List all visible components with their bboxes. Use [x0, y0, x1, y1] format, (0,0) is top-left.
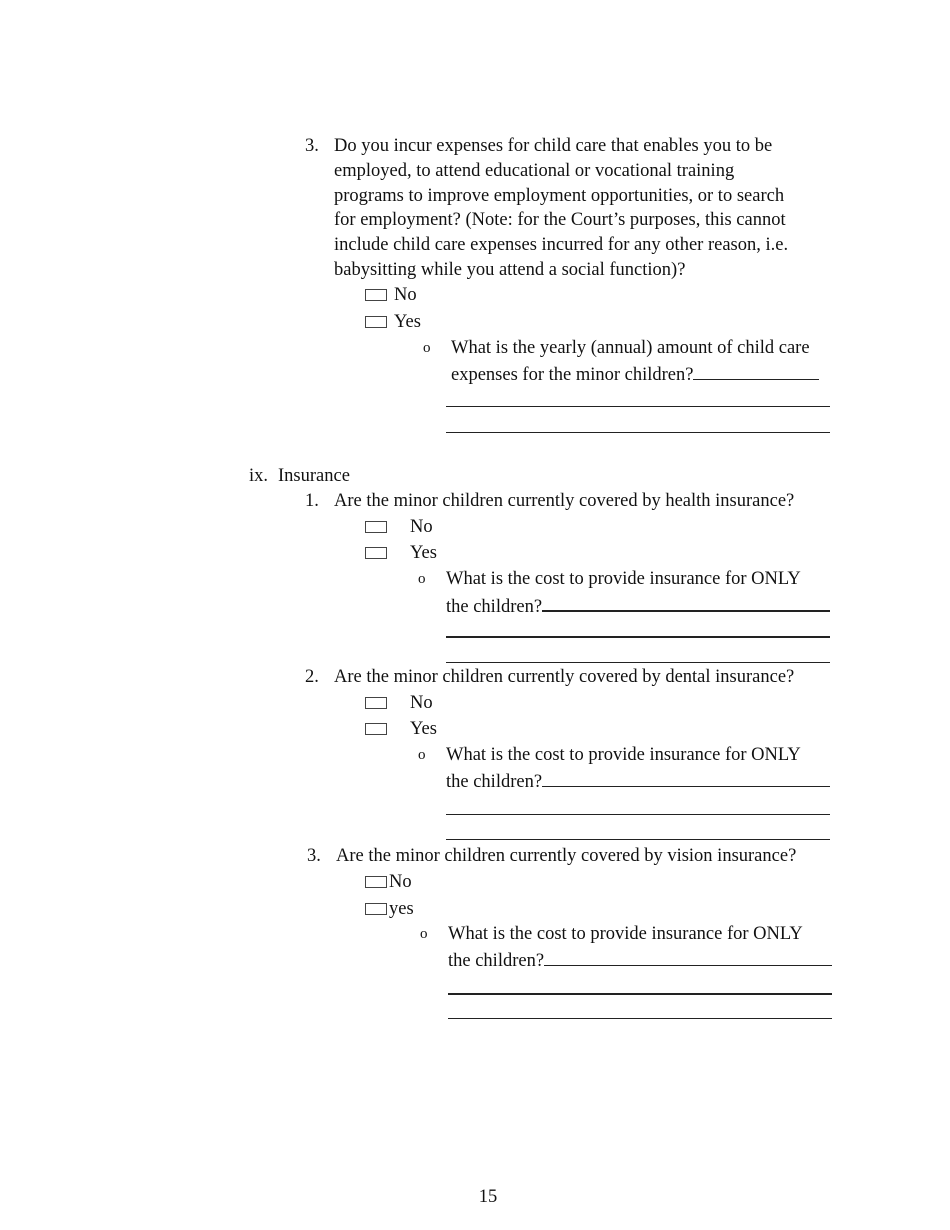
dental-answer-line[interactable] — [446, 839, 830, 840]
childcare-amount-input[interactable] — [693, 361, 819, 380]
health-yes-checkbox[interactable] — [365, 547, 387, 559]
dental-cost-input[interactable] — [542, 768, 830, 787]
health-cost-input[interactable] — [542, 592, 830, 612]
childcare-answer-line[interactable] — [446, 432, 830, 433]
childcare-question-line: employed, to attend educational or vocational training — [334, 160, 735, 181]
health-cost-prompt — [446, 567, 830, 620]
childcare-question-line: Do you incur expenses for child care that enables you to be — [334, 136, 773, 156]
dental-cost-prompt — [446, 743, 830, 795]
dental-cost-line — [446, 768, 830, 795]
vision-no-checkbox[interactable] — [365, 876, 387, 888]
dental-cost-label: the children? — [446, 771, 543, 792]
health-no-label: No — [410, 516, 433, 537]
health-answer-line[interactable] — [446, 636, 830, 638]
childcare-amount-label: expenses for the minor children? — [451, 364, 694, 385]
childcare-no-option[interactable] — [365, 284, 417, 306]
vision-answer-line[interactable] — [448, 993, 832, 995]
childcare-question-text — [334, 134, 854, 283]
health-question-number: 1. — [305, 491, 319, 511]
vision-yes-label: yes — [389, 898, 414, 919]
dental-question-text: Are the minor children currently covered by dental insurance? — [334, 667, 795, 687]
childcare-no-checkbox[interactable] — [365, 289, 387, 301]
health-cost-line — [446, 592, 830, 620]
childcare-answer-line[interactable] — [446, 406, 830, 407]
dental-answer-line[interactable] — [446, 814, 830, 815]
vision-yes-checkbox[interactable] — [365, 903, 387, 915]
childcare-question-line: babysitting while you attend a social function)? — [334, 259, 686, 280]
bullet-icon: o — [418, 571, 426, 587]
dental-no-label: No — [410, 692, 433, 713]
dental-yes-label: Yes — [410, 718, 437, 739]
health-question-text: Are the minor children currently covered by health insurance? — [334, 491, 795, 511]
vision-cost-line — [448, 947, 832, 974]
childcare-question-number: 3. — [305, 136, 319, 156]
section-number: ix. — [249, 466, 269, 486]
childcare-yes-label: Yes — [394, 311, 421, 332]
childcare-amount-prompt — [451, 336, 819, 388]
dental-cost-line: What is the cost to provide insurance for ONLY — [446, 745, 801, 765]
dental-yes-option[interactable] — [365, 718, 437, 740]
health-yes-option[interactable] — [365, 542, 437, 564]
vision-cost-input[interactable] — [544, 947, 832, 966]
vision-no-option[interactable] — [365, 871, 412, 893]
dental-yes-checkbox[interactable] — [365, 723, 387, 735]
childcare-yes-option[interactable] — [365, 311, 421, 333]
childcare-question-line: programs to improve employment opportunities, or to search — [334, 185, 785, 206]
bullet-icon: o — [418, 747, 426, 763]
childcare-amount-line: What is the yearly (annual) amount of child care — [451, 338, 810, 358]
childcare-no-label: No — [394, 284, 417, 305]
childcare-yes-checkbox[interactable] — [365, 316, 387, 328]
bullet-icon: o — [423, 340, 431, 356]
vision-cost-prompt — [448, 922, 832, 974]
vision-yes-option[interactable] — [365, 898, 414, 920]
section-title: Insurance — [278, 466, 350, 486]
vision-cost-line: What is the cost to provide insurance for ONLY — [448, 924, 803, 944]
dental-no-checkbox[interactable] — [365, 697, 387, 709]
vision-answer-line[interactable] — [448, 1018, 832, 1019]
page-number: 15 — [478, 1187, 498, 1207]
dental-question-number: 2. — [305, 667, 319, 687]
childcare-amount-line — [451, 361, 819, 388]
vision-question-text: Are the minor children currently covered by vision insurance? — [336, 846, 797, 866]
vision-no-label: No — [389, 871, 412, 892]
health-cost-label: the children? — [446, 596, 543, 617]
health-no-option[interactable] — [365, 516, 433, 538]
bullet-icon: o — [420, 926, 428, 942]
health-answer-line[interactable] — [446, 662, 830, 663]
health-yes-label: Yes — [410, 542, 437, 563]
health-cost-line: What is the cost to provide insurance for ONLY — [446, 569, 801, 589]
childcare-question-line: include child care expenses incurred for any other reason, i.e. — [334, 235, 789, 256]
dental-no-option[interactable] — [365, 692, 433, 714]
health-no-checkbox[interactable] — [365, 521, 387, 533]
childcare-question-line: for employment? (Note: for the Court’s purposes, this cannot — [334, 210, 786, 231]
vision-cost-label: the children? — [448, 950, 545, 971]
vision-question-number: 3. — [307, 846, 321, 866]
